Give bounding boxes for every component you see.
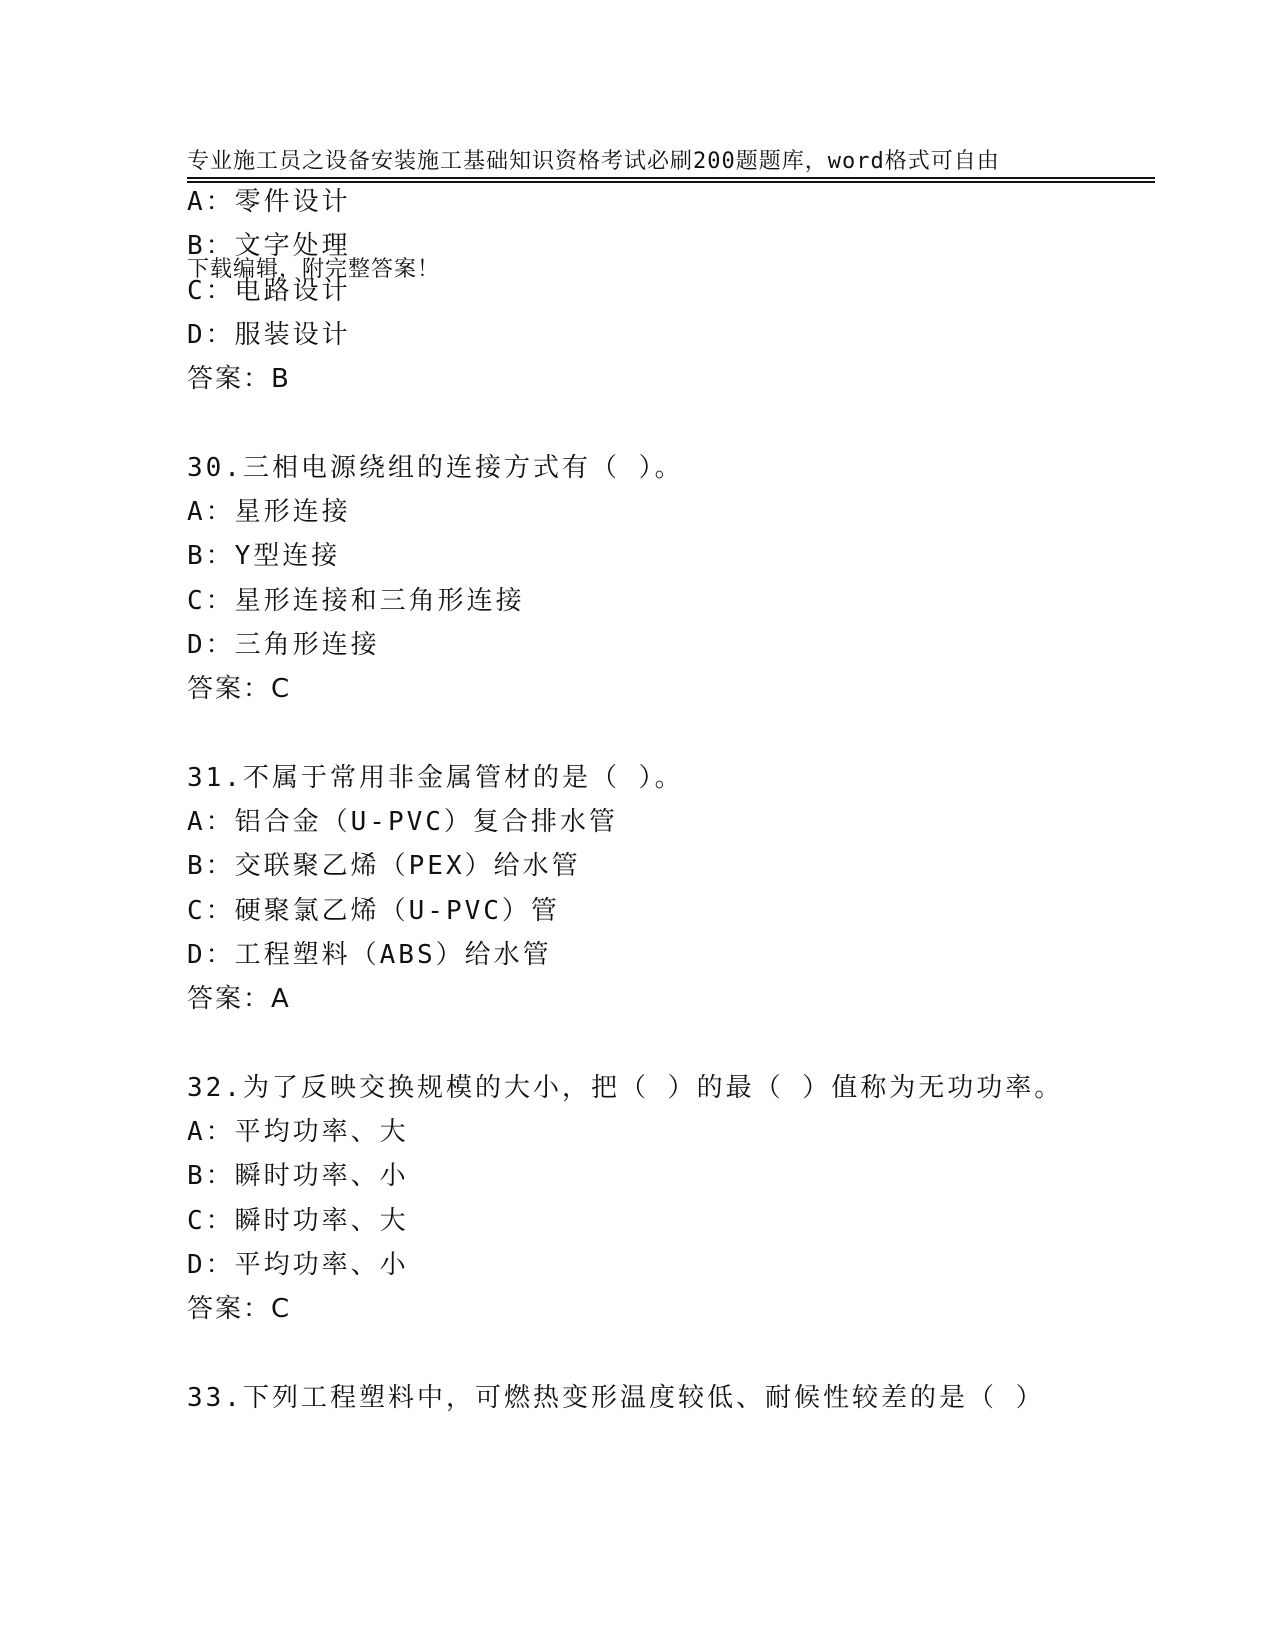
q29-answer: 答案：B [187,364,291,394]
q29-option-d: D：服装设计 [187,320,351,350]
q30-option-d: D：三角形连接 [187,630,380,660]
q31-option-b: B：交联聚乙烯（PEX）给水管 [187,851,581,881]
q29-option-a: A：零件设计 [187,187,351,217]
q31-answer: 答案：A [187,984,291,1014]
q30-option-a: A：星形连接 [187,497,351,527]
q31-option-c: C：硬聚氯乙烯（U-PVC）管 [187,896,560,926]
q31-question: 31.不属于常用非金属管材的是（ ）。 [187,763,684,793]
q32-option-b: B：瞬时功率、小 [187,1161,409,1191]
q29-option-c: C：电路设计 [187,276,351,306]
q30-option-b: B：Y型连接 [187,541,341,571]
q31-option-a: A：铝合金（U-PVC）复合排水管 [187,807,618,837]
header-divider-top [187,177,1155,179]
q29-option-b: B：文字处理 [187,231,351,261]
q31-option-d: D：工程塑料（ABS）给水管 [187,940,552,970]
q30-answer: 答案：C [187,674,292,704]
header-divider-bottom [187,181,1155,183]
q32-option-c: C：瞬时功率、大 [187,1206,409,1236]
q32-question: 32.为了反映交换规模的大小，把（ ）的最（ ）值称为无功功率。 [187,1073,1064,1103]
q30-question: 30.三相电源绕组的连接方式有（ ）。 [187,453,684,483]
q33-question: 33.下列工程塑料中，可燃热变形温度较低、耐候性较差的是（ ） [187,1383,1045,1413]
header-line-1: 专业施工员之设备安装施工基础知识资格考试必刷200题题库，word格式可自由 [187,149,1000,174]
q32-option-d: D：平均功率、小 [187,1250,409,1280]
q30-option-c: C：星形连接和三角形连接 [187,586,525,616]
q32-answer: 答案：C [187,1294,292,1324]
q32-option-a: A：平均功率、大 [187,1117,409,1147]
header-line-2: 下载编辑，附完整答案！ [187,257,441,282]
